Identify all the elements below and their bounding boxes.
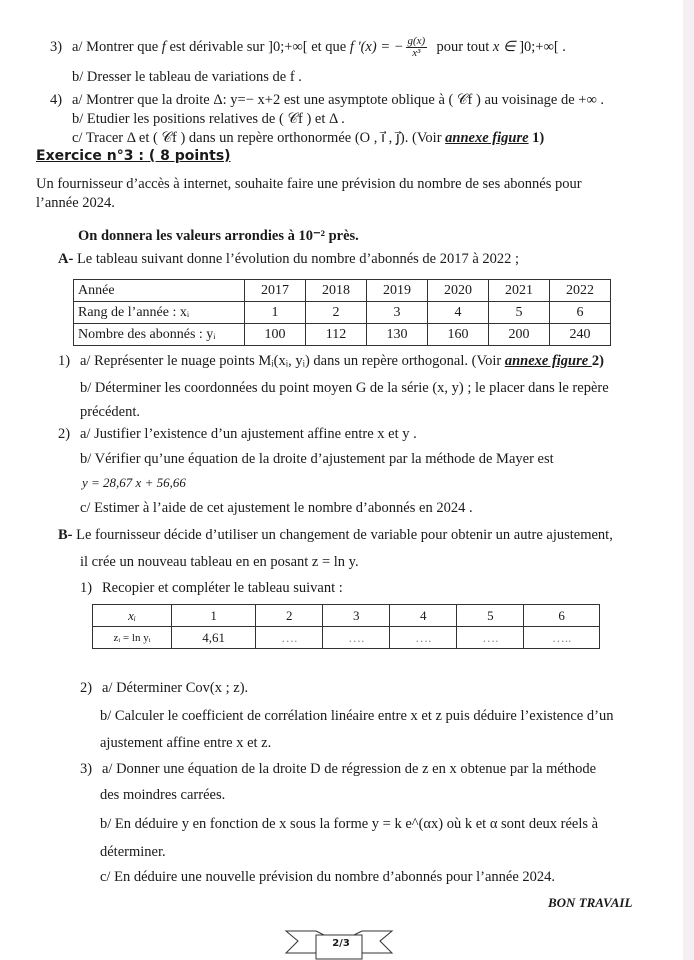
part-a-question-1b-line2: précédent.	[80, 404, 140, 420]
page-edge-strip	[683, 0, 694, 960]
annex-figure-1-link: annexe figure	[445, 130, 529, 146]
table-row: Année 2017 2018 2019 2020 2021 2022	[74, 280, 611, 302]
part-a-question-1b-line1: b/ Déterminer les coordonnées du point moyen G de la série (x, y) ; le placer dans le repère	[80, 380, 609, 396]
part-b-question-1: 1) Recopier et compléter le tableau suivant :	[80, 580, 343, 596]
exercise-intro-line2: l’année 2024.	[36, 195, 115, 211]
part-b-question-2b-line1: b/ Calculer le coefficient de corrélation linéaire entre x et z puis déduire l’existence d’un	[100, 708, 614, 724]
ln-transform-table	[92, 604, 600, 649]
derivative-fraction: $\frac{g(x)}{\text{x³}}$	[407, 35, 426, 59]
exercise-title: Exercice n°3 : ( 8 points)	[36, 148, 231, 164]
part-b-question-3a-line1: 3) a/ Donner une équation de la droite D de régression de z en x obtenue par la méthode	[80, 761, 597, 777]
table-row: xᵢ 1 2 3 4 5 6	[93, 605, 600, 627]
closing-text: BON TRAVAIL	[548, 895, 633, 910]
table-row: Rang de l’année : xᵢ 1 2 3 4 5 6	[74, 302, 611, 324]
part-a-question-1a: 1) a/ Représenter le nuage points Mᵢ(xᵢ, yᵢ) dans un repère orthogonal. (Voir annexe figure 2)	[58, 353, 604, 369]
question-3b: b/ Dresser le tableau de variations de f .	[72, 69, 302, 85]
part-b-intro-line1: B- Le fournisseur décide d’utiliser un changement de variable pour obtenir un autre ajustement,	[58, 527, 613, 543]
exercise-intro-line1: Un fournisseur d’accès à internet, souhaite faire une prévision du nombre de ses abonnés pour	[36, 176, 582, 192]
question-4b: b/ Etudier les positions relatives de ( 𝒞f ) et Δ .	[72, 111, 345, 127]
part-b-intro-line2: il crée un nouveau tableau en en posant z = ln y.	[80, 554, 359, 570]
part-b-question-3c: c/ En déduire une nouvelle prévision du nombre d’abonnés pour l’année 2024.	[100, 869, 556, 885]
question-4a: 4) a/ Montrer que la droite Δ: y=− x+2 est une asymptote oblique à ( 𝒞f ) au voisinage de +∞ .	[50, 92, 605, 108]
part-a-question-2a: 2) a/ Justifier l’existence d’un ajustement affine entre x et y .	[58, 426, 417, 442]
part-a-question-2b: b/ Vérifier qu’une équation de la droite d’ajustement par la méthode de Mayer est	[80, 451, 554, 467]
part-b-question-3b-line1: b/ En déduire y en fonction de x sous la forme y = k e^(αx) où k et α sont deux réels à	[100, 816, 599, 832]
part-a-question-2c: c/ Estimer à l’aide de cet ajustement le nombre d’abonnés en 2024 .	[80, 500, 473, 516]
part-a-intro: A- Le tableau suivant donne l’évolution du nombre d’abonnés de 2017 à 2022 ;	[58, 251, 520, 267]
part-b-question-2b-line2: ajustement affine entre x et z.	[100, 735, 272, 751]
part-b-question-2a: 2) a/ Déterminer Cov(x ; z).	[80, 680, 249, 696]
table-row: Nombre des abonnés : yᵢ 100 112 130 160 200 240	[74, 324, 611, 346]
table-row: zᵢ = ln yᵢ 4,61 …. …. …. …. …..	[93, 627, 600, 649]
question-3a: 3) a/ Montrer que f est dérivable sur ]0;+∞[ et que f '(x) = − $\frac{g(x)}{\text{x³}}$ pour tout x ∈ ]0;+∞[ .	[50, 35, 566, 59]
rounding-note: On donnera les valeurs arrondies à 10⁻² près.	[78, 228, 359, 244]
mayer-equation: y = 28,67 x + 56,66	[82, 475, 186, 490]
part-b-question-3b-line2: déterminer.	[100, 844, 166, 860]
subscribers-table	[73, 279, 611, 346]
part-b-question-3a-line2: des moindres carrées.	[100, 787, 226, 803]
annex-figure-2-link: annexe figure	[504, 353, 592, 369]
question-4c: c/ Tracer Δ et ( 𝒞f ) dans un repère orthonormée (O , ı⃗ , ȷ⃗). (Voir annexe figure 1)	[72, 130, 545, 146]
page-number: 2/3	[332, 938, 350, 949]
